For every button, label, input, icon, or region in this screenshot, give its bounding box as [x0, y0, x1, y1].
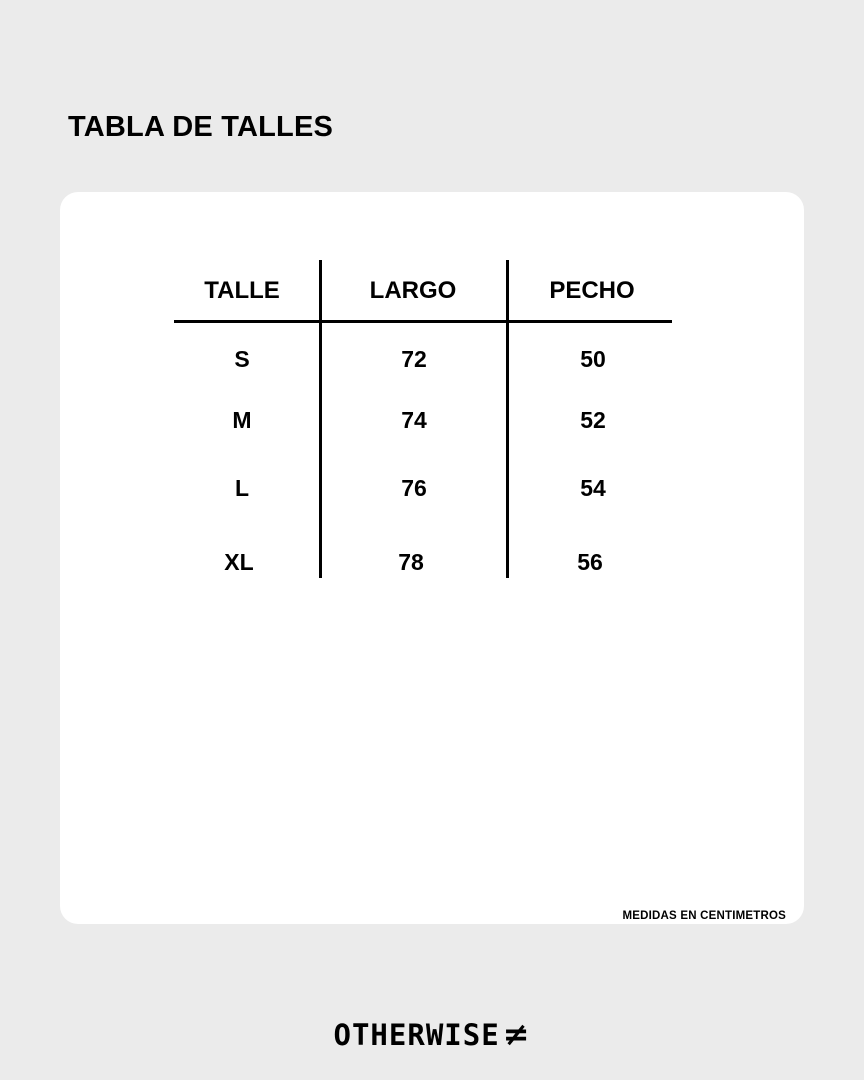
brand-logo	[0, 1016, 864, 1053]
table-cell: 54	[580, 475, 606, 501]
size-table	[60, 192, 804, 924]
header-talle: TALLE	[204, 277, 280, 304]
not-equal-icon: ≠	[502, 1015, 531, 1053]
table-cell: S	[234, 346, 250, 372]
table-cell: 76	[401, 475, 427, 501]
column-divider-2	[506, 260, 509, 578]
table-cell: XL	[224, 549, 254, 575]
size-chart-card	[60, 192, 804, 924]
table-cell: 74	[401, 407, 427, 433]
table-cell: 72	[401, 346, 427, 372]
brand-name: OTHERWISE	[333, 1018, 500, 1052]
table-cell: 52	[580, 407, 606, 433]
header-pecho: PECHO	[549, 277, 635, 304]
column-divider-1	[319, 260, 322, 578]
table-cell: 78	[398, 549, 424, 575]
page-title: TABLA DE TALLES	[68, 111, 334, 143]
header-divider	[174, 320, 672, 323]
table-cell: L	[234, 475, 250, 501]
table-cell: 50	[580, 346, 606, 372]
header-largo: LARGO	[369, 277, 457, 304]
table-cell: 56	[577, 549, 603, 575]
units-footnote: MEDIDAS EN CENTIMETROS	[622, 910, 786, 922]
table-cell: M	[232, 407, 252, 433]
